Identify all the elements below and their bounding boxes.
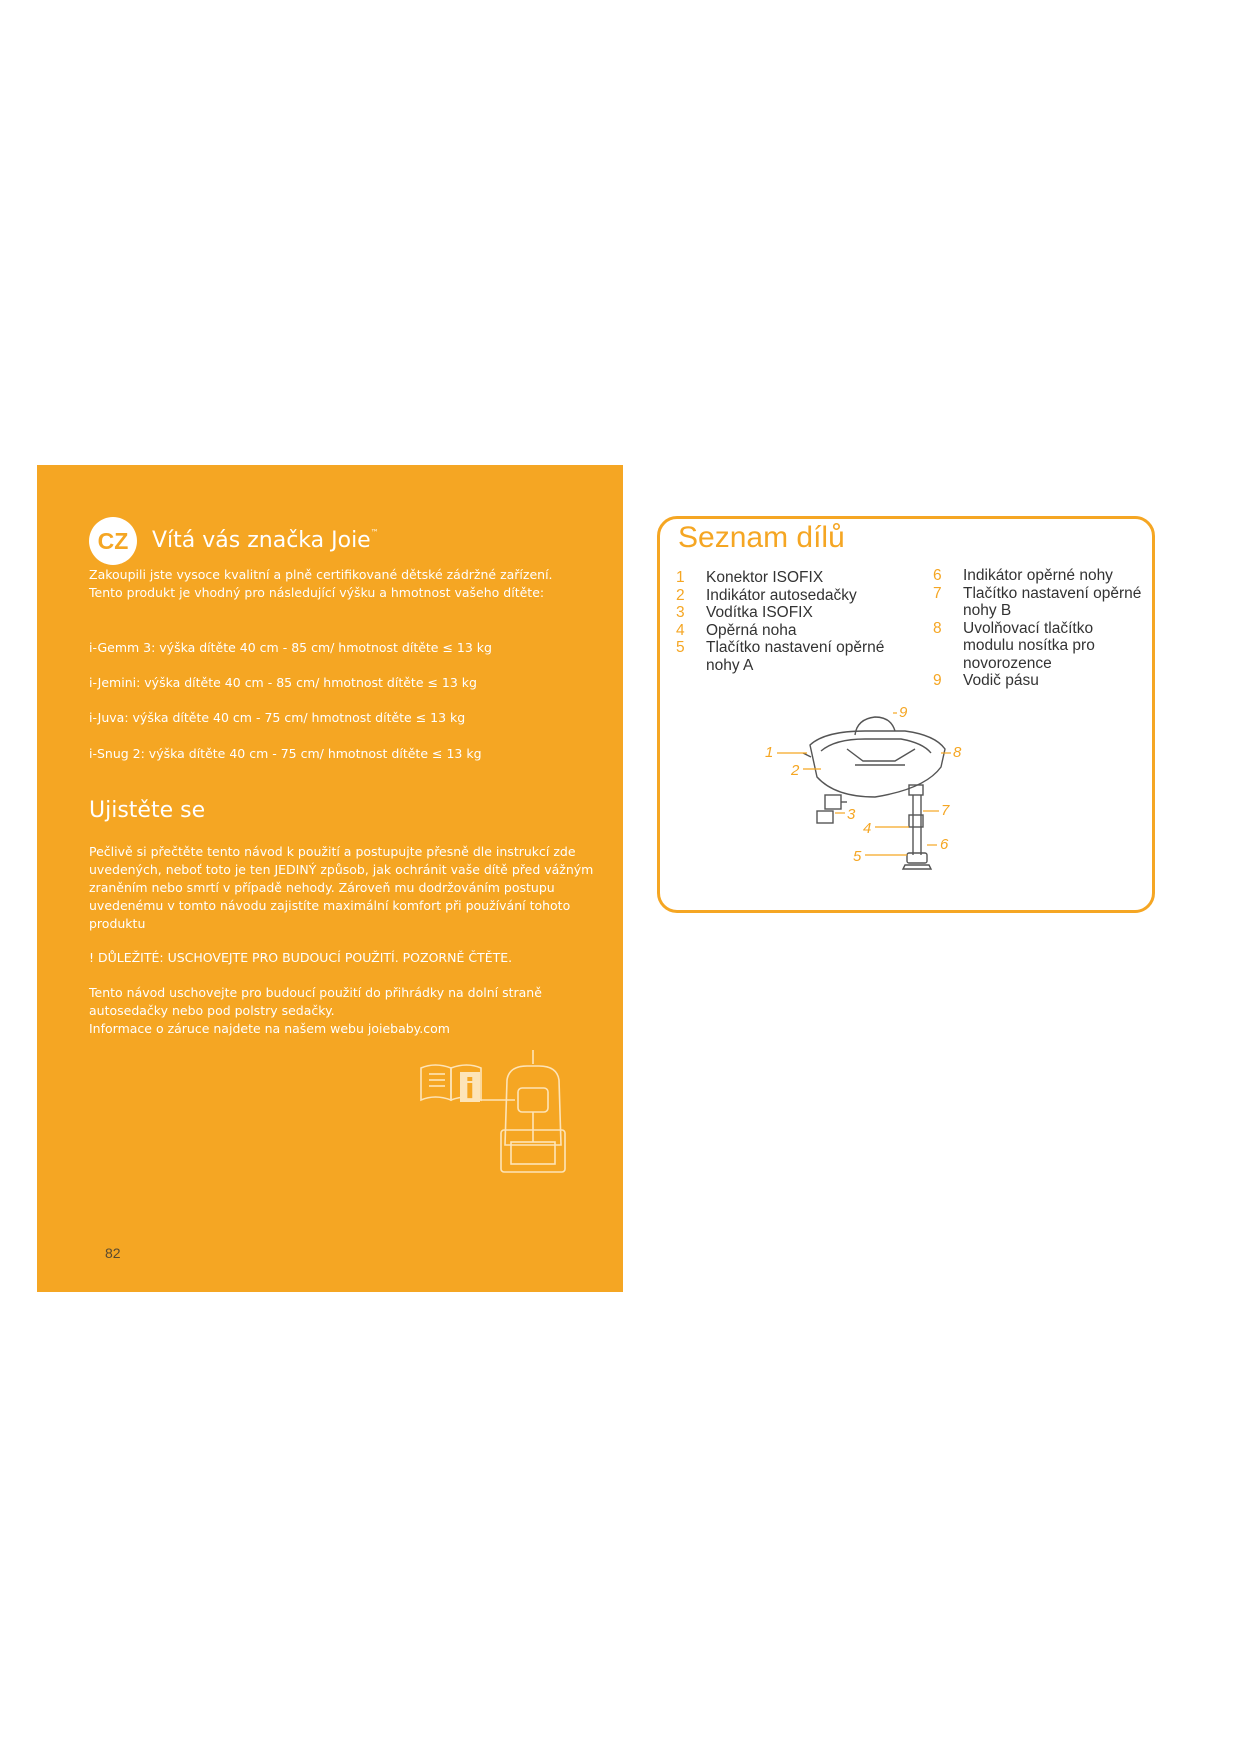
intro-text: Zakoupili jste vysoce kvalitní a plně certifikované dětské zádržné zařízení. Tento produkt je vhodný pro následující výšku a hmotnost vašeho dítěte:: [89, 567, 553, 600]
welcome-title: [152, 528, 379, 553]
product-line-ijuva: i-Juva: výška dítěte 40 cm - 75 cm/ hmotnost dítěte ≤ 13 kg: [89, 710, 466, 725]
callout-1: 1: [765, 744, 774, 761]
parts-title: Seznam dílů: [678, 521, 845, 554]
callout-9: 9: [899, 705, 908, 721]
callout-2: 2: [791, 762, 800, 779]
list-item: 9 Vodič pásu: [933, 672, 1039, 689]
callout-4: 4: [863, 820, 872, 837]
callout-5: 5: [853, 848, 862, 865]
callout-8: 8: [953, 744, 962, 761]
list-item: 4 Opěrná noha: [676, 621, 797, 639]
base-drawing: [803, 717, 945, 869]
storage-line-1: Tento návod uschovejte pro budoucí použití do přihrádky na dolní straně autosedačky nebo pod polstry sedačky.: [89, 985, 542, 1018]
page-number: 82: [105, 1245, 121, 1261]
info-icon: [460, 1072, 480, 1105]
important-notice: ! DŮLEŽITÉ: USCHOVEJTE PRO BUDOUCÍ POUŽITÍ. POZORNĚ ČTĚTE.: [89, 950, 513, 965]
list-item: 8 Uvolňovací tlačítko modulu nosítka pro novorozence: [933, 619, 1095, 672]
list-item: 2 Indikátor autosedačky: [676, 586, 857, 604]
svg-text:i: i: [465, 1072, 475, 1105]
list-item: 7 Tlačítko nastavení opěrné nohy B: [933, 584, 1142, 619]
isofix-base-diagram: [755, 705, 1005, 895]
right-page: [623, 465, 1168, 1292]
callout-3: 3: [847, 806, 856, 823]
parts-list-left: [676, 569, 906, 674]
storage-line-2: Informace o záruce najdete na našem webu joiebaby.com: [89, 1021, 450, 1036]
callout-7: 7: [941, 802, 950, 819]
parts-list-right: [933, 567, 1148, 690]
product-line-isnug: i-Snug 2: výška dítěte 40 cm - 75 cm/ hmotnost dítěte ≤ 13 kg: [89, 746, 482, 761]
list-item: 6 Indikátor opěrné nohy: [933, 567, 1113, 584]
welcome-title-text: Vítá vás značka Joie: [152, 528, 371, 553]
storage-text: [89, 984, 589, 1038]
left-page: [37, 465, 623, 1292]
language-badge: CZ: [89, 517, 137, 565]
product-line-ijemini: i-Jemini: výška dítěte 40 cm - 85 cm/ hmotnost dítěte ≤ 13 kg: [89, 675, 477, 690]
callout-numbers: [765, 705, 962, 865]
callout-6: 6: [940, 836, 949, 853]
section-title: Ujistěte se: [89, 798, 206, 823]
section-text: Pečlivě si přečtěte tento návod k použití a postupujte přesně dle instrukcí zde uvedených, neboť toto je ten JEDINÝ způsob, jak ochránit vaše dítě před vážným zraněním nebo smrtí v případě nehody. Zároveň mu dodržováním postupu uvedenému v tomto návodu zajistíte maximální komfort při používání tohoto produktu: [89, 844, 594, 931]
product-line-igemm: i-Gemm 3: výška dítěte 40 cm - 85 cm/ hmotnost dítěte ≤ 13 kg: [89, 640, 492, 655]
manual-storage-illustration: [415, 1050, 575, 1185]
trademark-symbol: ™: [370, 528, 379, 537]
list-item: 3 Vodítka ISOFIX: [676, 604, 813, 621]
list-item: 5 Tlačítko nastavení opěrné nohy A: [676, 639, 885, 674]
list-item: 1 Konektor ISOFIX: [676, 569, 824, 586]
car-seat-back-icon: [480, 1050, 565, 1172]
parts-list-box: [657, 516, 1155, 913]
